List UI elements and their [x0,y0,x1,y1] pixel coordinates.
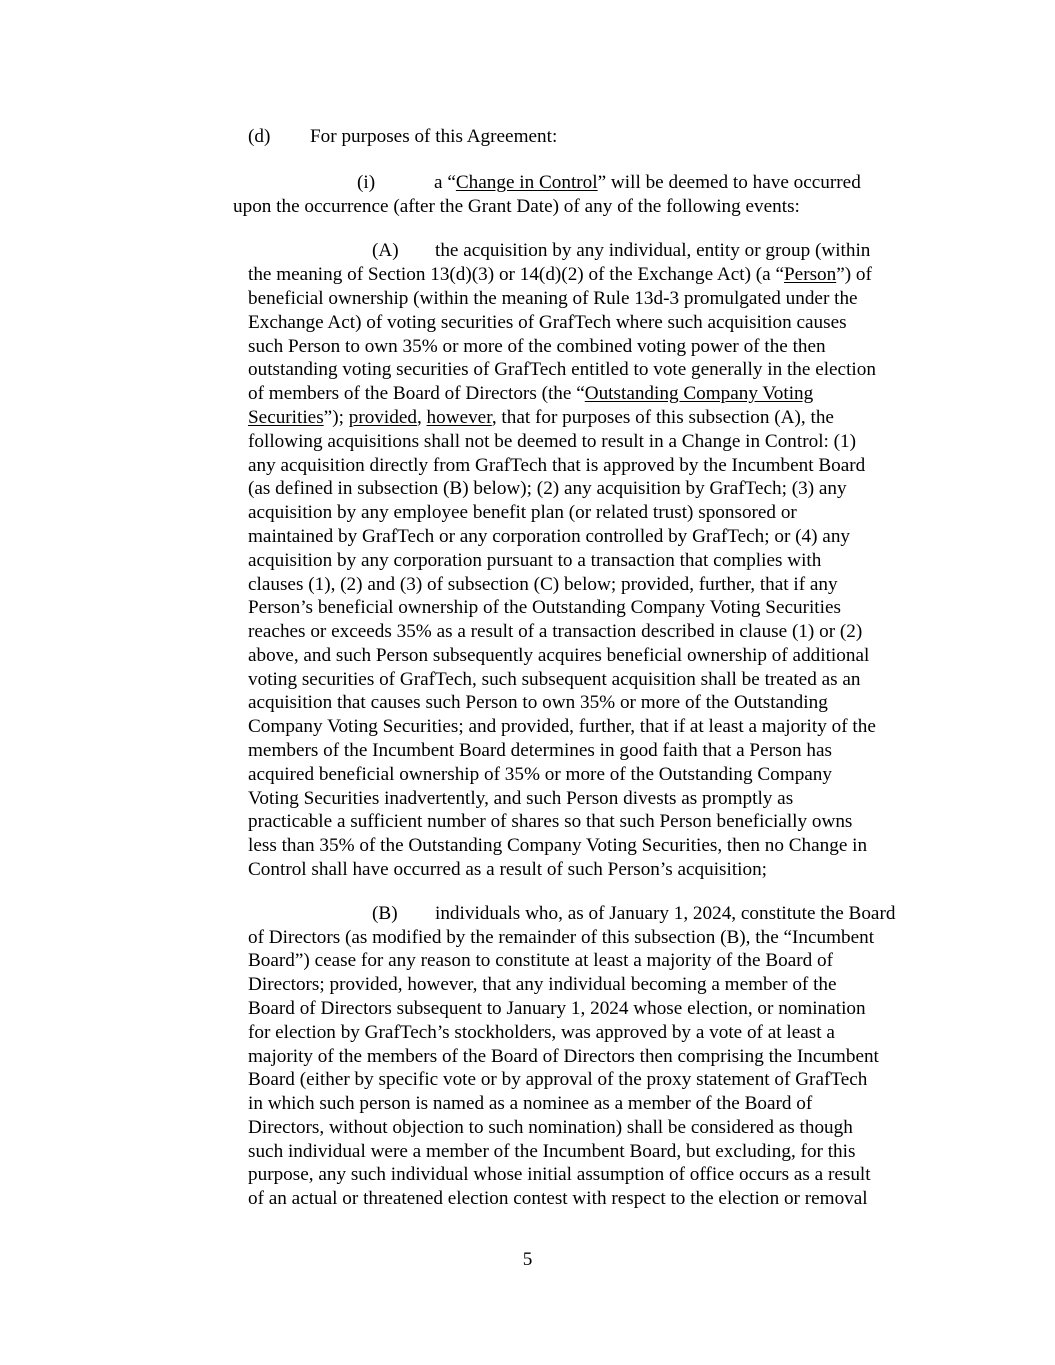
clause-a-line: maintained by GrafTech or any corporation controlled by GrafTech; or (4) any [248,526,851,547]
clause-a-line [248,382,813,406]
clause-a-line: acquisition by any corporation pursuant to a transaction that complies with [248,550,822,571]
clause-b-line: Directors; provided, however, that any individual becoming a member of the [248,974,837,995]
text-run: ” will be deemed to have occurred [597,172,861,193]
text-run: a “ [434,172,456,193]
clause-a-line: reaches or exceeds 35% as a result of a transaction described in clause (1) or (2) [248,621,863,642]
clause-b-line: of an actual or threatened election contest with respect to the election or removal [248,1188,868,1209]
clause-b-line: individuals who, as of January 1, 2024, constitute the Board [435,903,896,924]
text-run: , [416,407,427,428]
clause-b-line: for election by GrafTech’s stockholders, was approved by a vote of at least a [248,1022,835,1043]
text-run: the meaning of Section 13(d)(3) or 14(d)(2) of the Exchange Act) (a “ [248,264,784,285]
section-d-marker: (d) [248,126,271,147]
text-run: ”); [323,407,349,428]
clause-a-line: acquisition by any employee benefit plan (or related trust) sponsored or [248,502,797,523]
clause-b-marker: (B) [372,903,398,924]
clause-b-line: majority of the members of the Board of Directors then comprising the Incumbent [248,1046,879,1067]
clause-b-line: Board of Directors subsequent to January 1, 2024 whose election, or nomination [248,998,866,1019]
text-run: , that for purposes of this subsection (A), the [491,407,834,428]
clause-b-line: such individual were a member of the Incumbent Board, but excluding, for this [248,1141,856,1162]
clause-i-marker: (i) [357,172,376,193]
clause-a-line [248,263,872,287]
clause-a-line: above, and such Person subsequently acquires beneficial ownership of additional [248,645,870,666]
however-term: however [426,407,492,428]
clause-a-line: Control shall have occurred as a result of such Person’s acquisition; [248,859,768,880]
clause-a-line: members of the Incumbent Board determines in good faith that a Person has [248,740,833,761]
clause-a-line: voting securities of GrafTech, such subsequent acquisition shall be treated as an [248,669,861,690]
clause-a-line: any acquisition directly from GrafTech that is approved by the Incumbent Board [248,455,866,476]
section-d-text: For purposes of this Agreement: [310,126,558,147]
clause-b-line: in which such person is named as a nominee as a member of the Board of [248,1093,813,1114]
defined-term-outstanding-company-voting: Outstanding Company Voting [584,383,814,404]
clause-a-line: Voting Securities inadvertently, and such Person divests as promptly as [248,788,794,809]
clause-i-line-1 [434,171,861,195]
clause-a-line: clauses (1), (2) and (3) of subsection (C) below; provided, further, that if any [248,574,838,595]
text-run: of members of the Board of Directors (the “ [248,383,585,404]
clause-a-line: less than 35% of the Outstanding Company Voting Securities, then no Change in [248,835,868,856]
clause-a-line: following acquisitions shall not be deemed to result in a Change in Control: (1) [248,431,857,452]
clause-b-line: Board (either by specific vote or by approval of the proxy statement of GrafTech [248,1069,868,1090]
clause-b-line: purpose, any such individual whose initial assumption of office occurs as a result [248,1164,871,1185]
clause-a-line [248,406,834,430]
clause-b-line: Directors, without objection to such nomination) shall be considered as though [248,1117,853,1138]
clause-a-line: such Person to own 35% or more of the combined voting power of the then [248,336,826,357]
defined-term-person: Person [784,264,837,285]
clause-a-line: Exchange Act) of voting securities of GrafTech where such acquisition causes [248,312,847,333]
clause-i-line-2: upon the occurrence (after the Grant Date) of any of the following events: [233,196,800,217]
clause-a-marker: (A) [372,240,399,261]
clause-a-line: (as defined in subsection (B) below); (2) any acquisition by GrafTech; (3) any [248,478,847,499]
provided-term: provided [348,407,417,428]
defined-term-change-in-control: Change in Control [455,172,598,193]
defined-term-securities: Securities [248,407,324,428]
clause-b-line: Board”) cease for any reason to constitute at least a majority of the Board of [248,950,834,971]
clause-a-line: outstanding voting securities of GrafTech entitled to vote generally in the election [248,359,876,380]
clause-a-line: practicable a sufficient number of shares so that such Person beneficially owns [248,811,853,832]
clause-a-line: the acquisition by any individual, entity or group (within [435,240,871,261]
clause-a-line: Person’s beneficial ownership of the Outstanding Company Voting Securities [248,597,841,618]
page-number: 5 [522,1249,533,1270]
clause-b-line: of Directors (as modified by the remainder of this subsection (B), the “Incumbent [248,927,875,948]
clause-a-line: beneficial ownership (within the meaning of Rule 13d-3 promulgated under the [248,288,858,309]
text-run: ”) of [836,264,872,285]
clause-a-line: Company Voting Securities; and provided, further, that if at least a majority of the [248,716,876,737]
clause-a-line: acquired beneficial ownership of 35% or more of the Outstanding Company [248,764,832,785]
clause-a-line: acquisition that causes such Person to own 35% or more of the Outstanding [248,692,828,713]
